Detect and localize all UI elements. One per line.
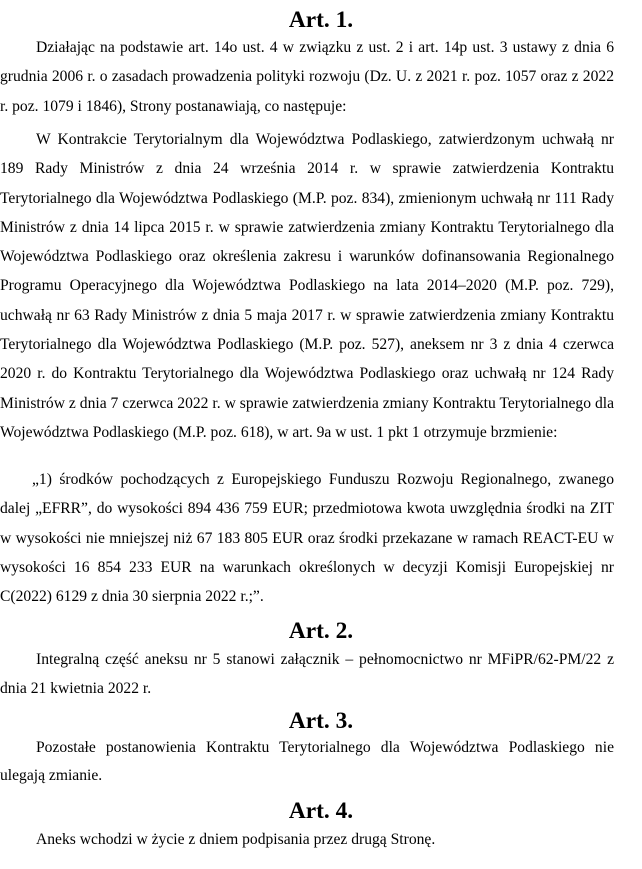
article-4-heading: Art. 4. xyxy=(288,798,354,824)
article-3-paragraph: Pozostałe postanowienia Kontraktu Terytorialnego dla Województwa Podlaskiego nie ulegają zmianie. xyxy=(0,739,614,784)
article-2-heading: Art. 2. xyxy=(288,618,354,644)
article-1-quoted-provision: „1) środków pochodzących z Europejskiego Funduszu Rozwoju Regionalnego, zwanego dalej „EFRR”, do wysokości 894 436 759 EUR; przedmiotowa kwota uwzględnia środki na ZIT w wysokości nie mniejszej niż 67 183 805 EUR oraz środki przekazane w ramach REACT-EU w wysokości 16 854 233 EUR na warunkach określonych w decyzji Komisji Europejskiej nr C(2022) 6129 z dnia 30 sierpnia 2022 r.;”. xyxy=(0,471,614,606)
article-2-paragraph: Integralną część aneksu nr 5 stanowi załącznik – pełnomocnictwo nr MFiPR/62-PM/22 z dnia 21 kwietnia 2022 r. xyxy=(0,651,614,697)
article-1-amendment-paragraph: W Kontrakcie Terytorialnym dla Województwa Podlaskiego, zatwierdzonym uchwałą nr 189 Rady Ministrów z dnia 24 września 2014 r. w sprawie zatwierdzenia Kontraktu Terytorialnego dla Województwa Podlaskiego (M.P. poz. 834), zmienionym uchwałą nr 111 Rady Ministrów z dnia 14 lipca 2015 r. w sprawie zatwierdzenia zmiany Kontraktu Terytorialnego dla Województwa Podlaskiego oraz określenia zakresu i warunków dofinansowania Regionalnego Programu Operacyjnego dla Województwa Podlaskiego na lata 2014–2020 (M.P. poz. 729), uchwałą nr 63 Rady Ministrów z dnia 5 maja 2017 r. w sprawie zatwierdzenia zmiany Kontraktu Terytorialnego dla Województwa Podlaskiego (M.P. poz. 527), aneksem nr 3 z dnia 4 czerwca 2020 r. do Kontraktu Terytorialnego dla Województwa Podlaskiego oraz uchwałą nr 124 Rady Ministrów z dnia 7 czerwca 2022 r. w sprawie zatwierdzenia zmiany Kontraktu Terytorialnego dla Województwa Podlaskiego (M.P. poz. 618), w art. 9a w ust. 1 pkt 1 otrzymuje brzmienie: xyxy=(0,131,614,441)
article-1-intro-paragraph: Działając na podstawie art. 14o ust. 4 w związku z ust. 2 i art. 14p ust. 3 ustawy z dnia 6 grudnia 2006 r. o zasadach prowadzenia polityki rozwoju (Dz. U. z 2021 r. poz. 1057 oraz z 2022 r. poz. 1079 i 1846), Strony postanawiają, co następuje: xyxy=(0,39,614,115)
article-1-heading: Art. 1. xyxy=(288,7,354,33)
article-3-heading: Art. 3. xyxy=(288,708,354,734)
article-4-paragraph: Aneks wchodzi w życie z dniem podpisania przez drugą Stronę. xyxy=(36,831,436,848)
